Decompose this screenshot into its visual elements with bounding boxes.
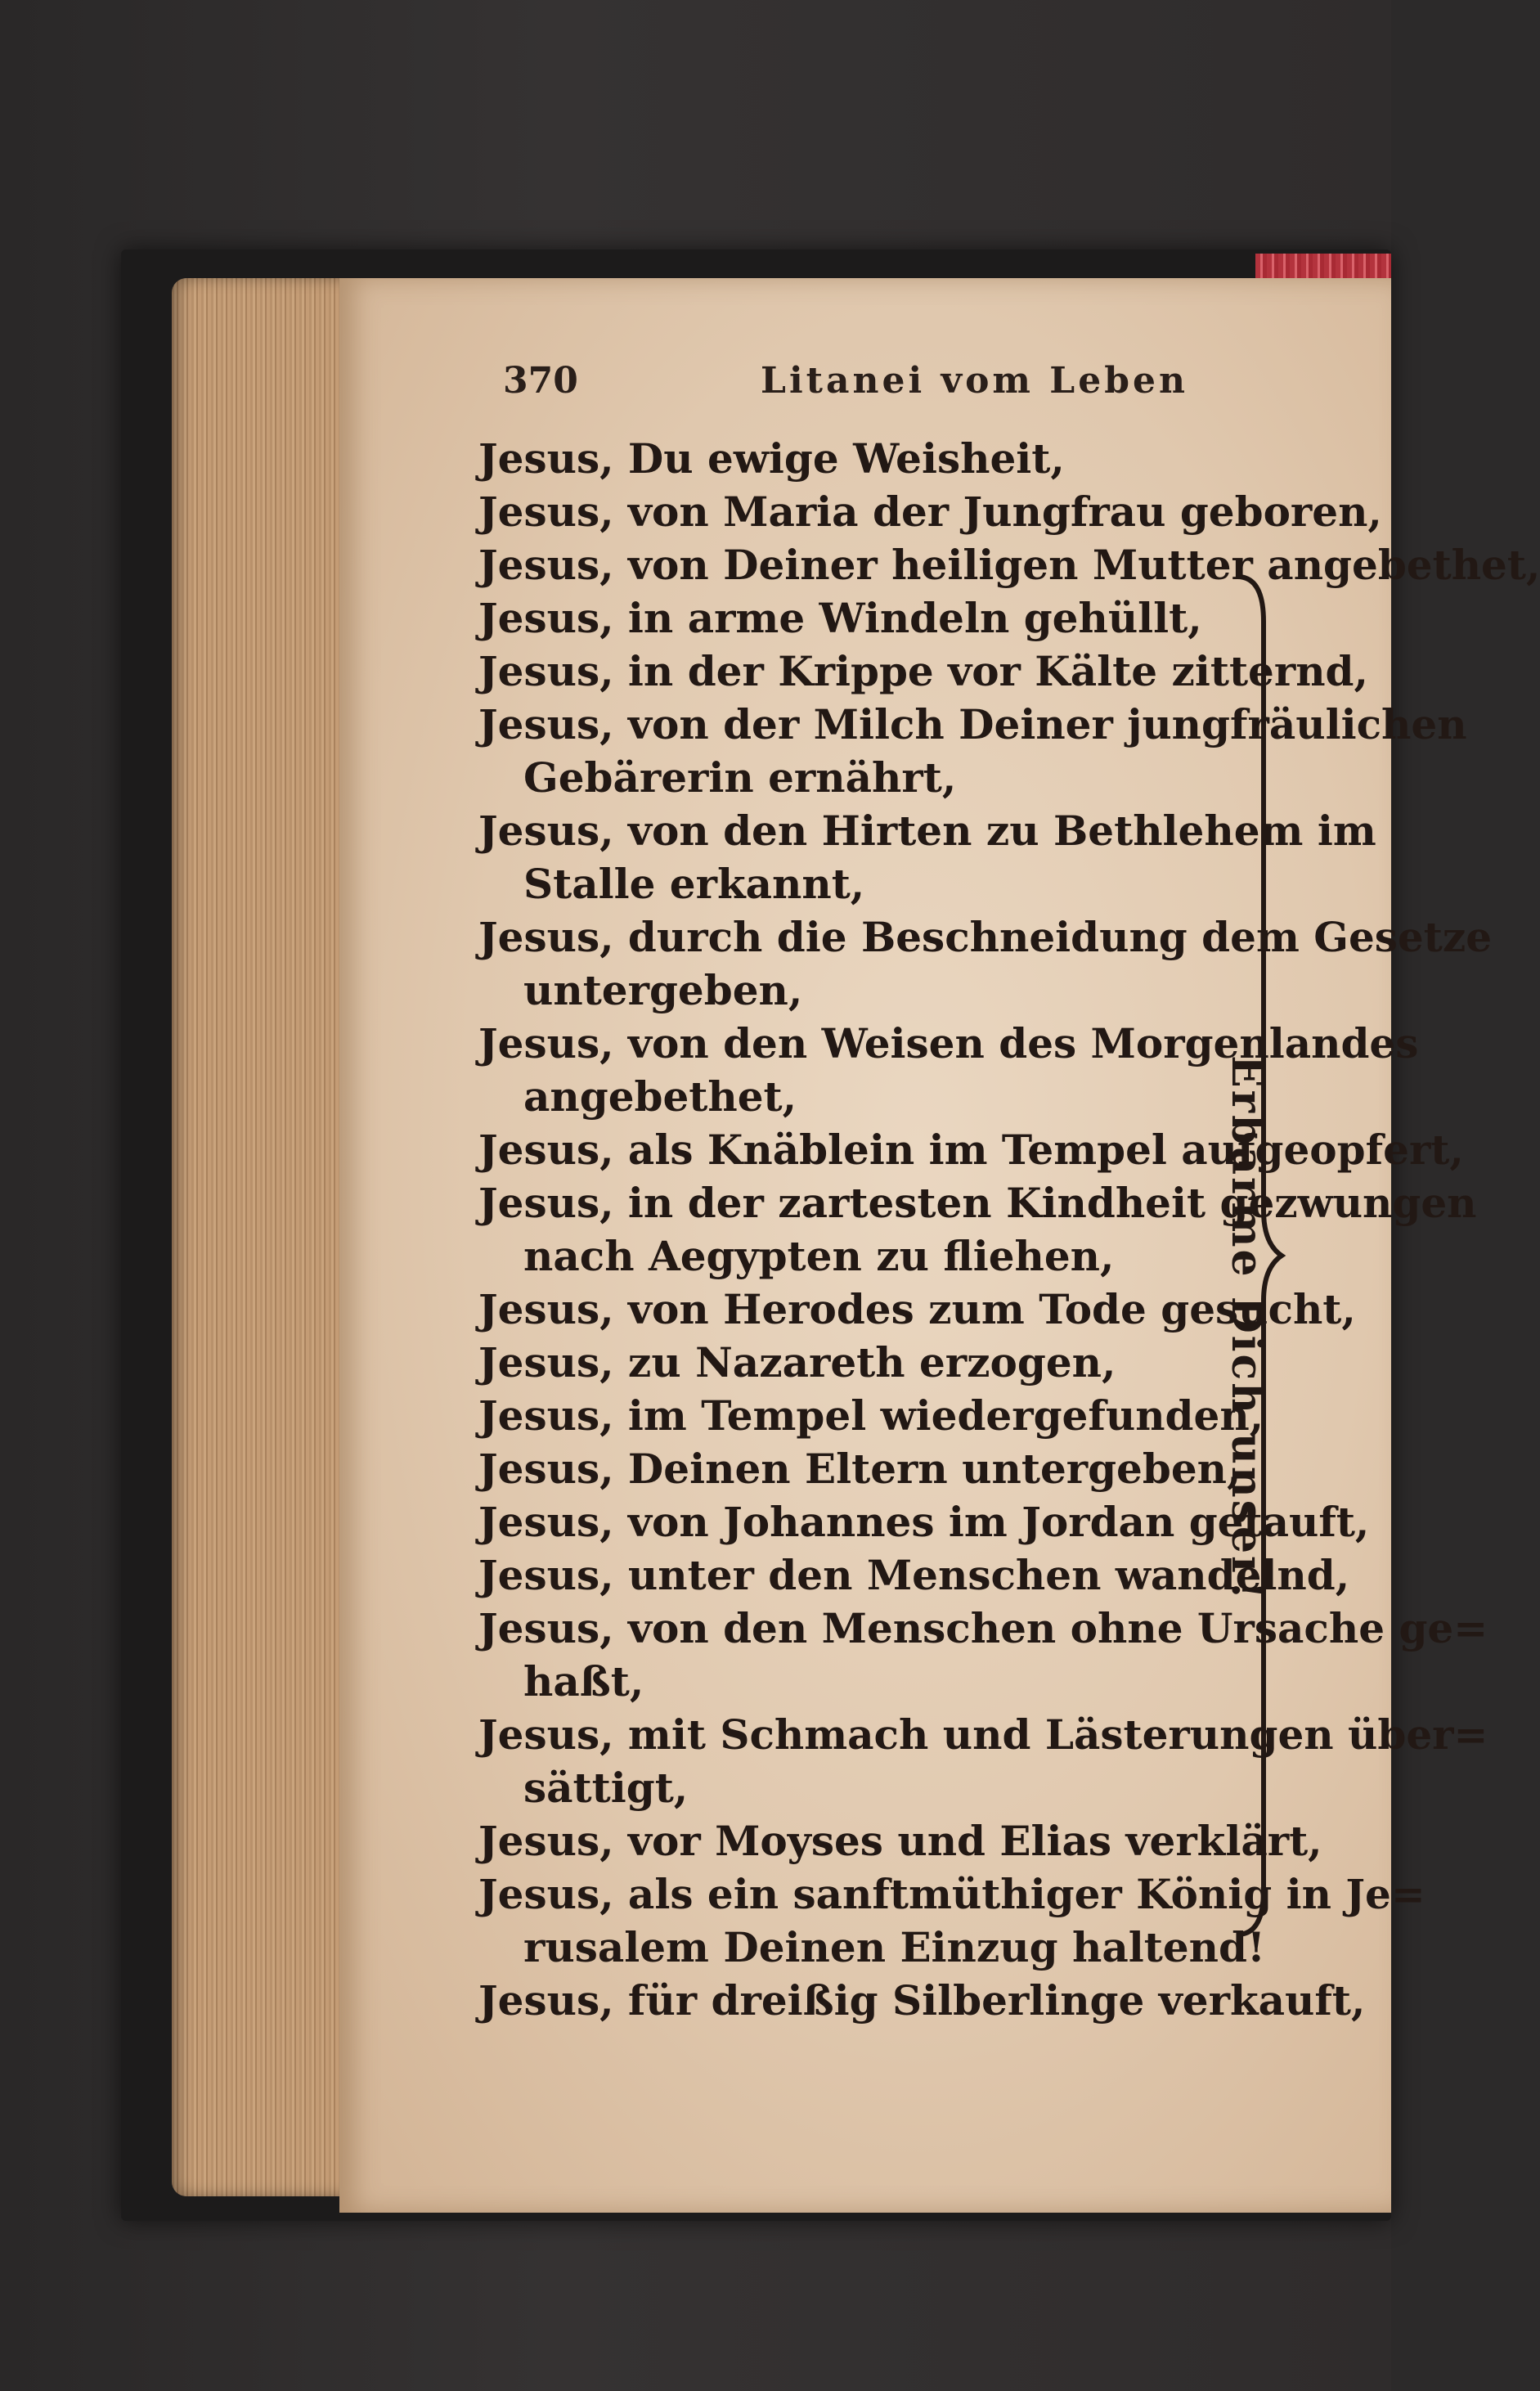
litany-line: Jesus, in arme Windeln gehüllt,	[478, 594, 1202, 642]
litany-line: Jesus, im Tempel wiedergefunden,	[478, 1391, 1264, 1440]
litany-line: Jesus, in der Krippe vor Kälte zitternd,	[478, 647, 1368, 695]
litany-line: Jesus, Deinen Eltern untergeben,	[478, 1445, 1241, 1493]
litany-line: rusalem Deinen Einzug haltend!	[523, 1923, 1265, 1971]
litany-line: Jesus, vor Moyses und Elias verklärt,	[478, 1817, 1322, 1865]
litany-line: Jesus, mit Schmach und Lästerungen über=	[478, 1710, 1488, 1759]
litany-line: Jesus, von den Weisen des Morgenlandes	[478, 1019, 1419, 1067]
page-edges	[172, 278, 352, 2196]
litany-response: Erbarme Dich unser!	[1222, 1055, 1272, 1602]
litany-line: sättigt,	[523, 1764, 689, 1812]
litany-line: Jesus, von Maria der Jungfrau geboren,	[478, 488, 1382, 536]
litany-line: angebethet,	[523, 1072, 797, 1121]
litany-line: Jesus, von den Menschen ohne Ursache ge=	[478, 1604, 1488, 1652]
litany-line: Stalle erkannt,	[523, 860, 865, 908]
litany-line: nach Aegypten zu fliehen,	[523, 1232, 1115, 1280]
litany-line: Jesus, Du ewige Weisheit,	[478, 434, 1065, 483]
litany-line: Jesus, in der zartesten Kindheit gezwungen	[478, 1179, 1477, 1227]
litany-line: Jesus, von der Milch Deiner jungfräulichen	[478, 700, 1467, 748]
litany-line: Jesus, unter den Menschen wandelnd,	[478, 1551, 1350, 1599]
litany-line: Jesus, durch die Beschneidung dem Gesetze	[478, 913, 1493, 961]
litany-line: Gebärerin ernährt,	[523, 753, 957, 802]
litany-line: Jesus, von Johannes im Jordan getauft,	[478, 1498, 1370, 1546]
litany-line: Jesus, als Knäblein im Tempel aufgeopfert,	[478, 1126, 1464, 1174]
litany-line: Jesus, von den Hirten zu Bethlehem im	[478, 807, 1376, 855]
running-title: Litanei vom Leben	[761, 360, 1188, 402]
litany-line: Jesus, für dreißig Silberlinge verkauft,	[478, 1976, 1366, 2025]
page-number: 370	[503, 360, 578, 402]
litany-line: Jesus, von Herodes zum Tode gesucht,	[478, 1285, 1356, 1333]
litany-line: Jesus, zu Nazareth erzogen,	[478, 1338, 1116, 1387]
litany-line: untergeben,	[523, 966, 803, 1014]
litany-line: haßt,	[523, 1657, 644, 1706]
litany-line: Jesus, von Deiner heiligen Mutter angebethet,	[478, 541, 1540, 589]
litany-line: Jesus, als ein sanftmüthiger König in Je=	[478, 1870, 1426, 1918]
